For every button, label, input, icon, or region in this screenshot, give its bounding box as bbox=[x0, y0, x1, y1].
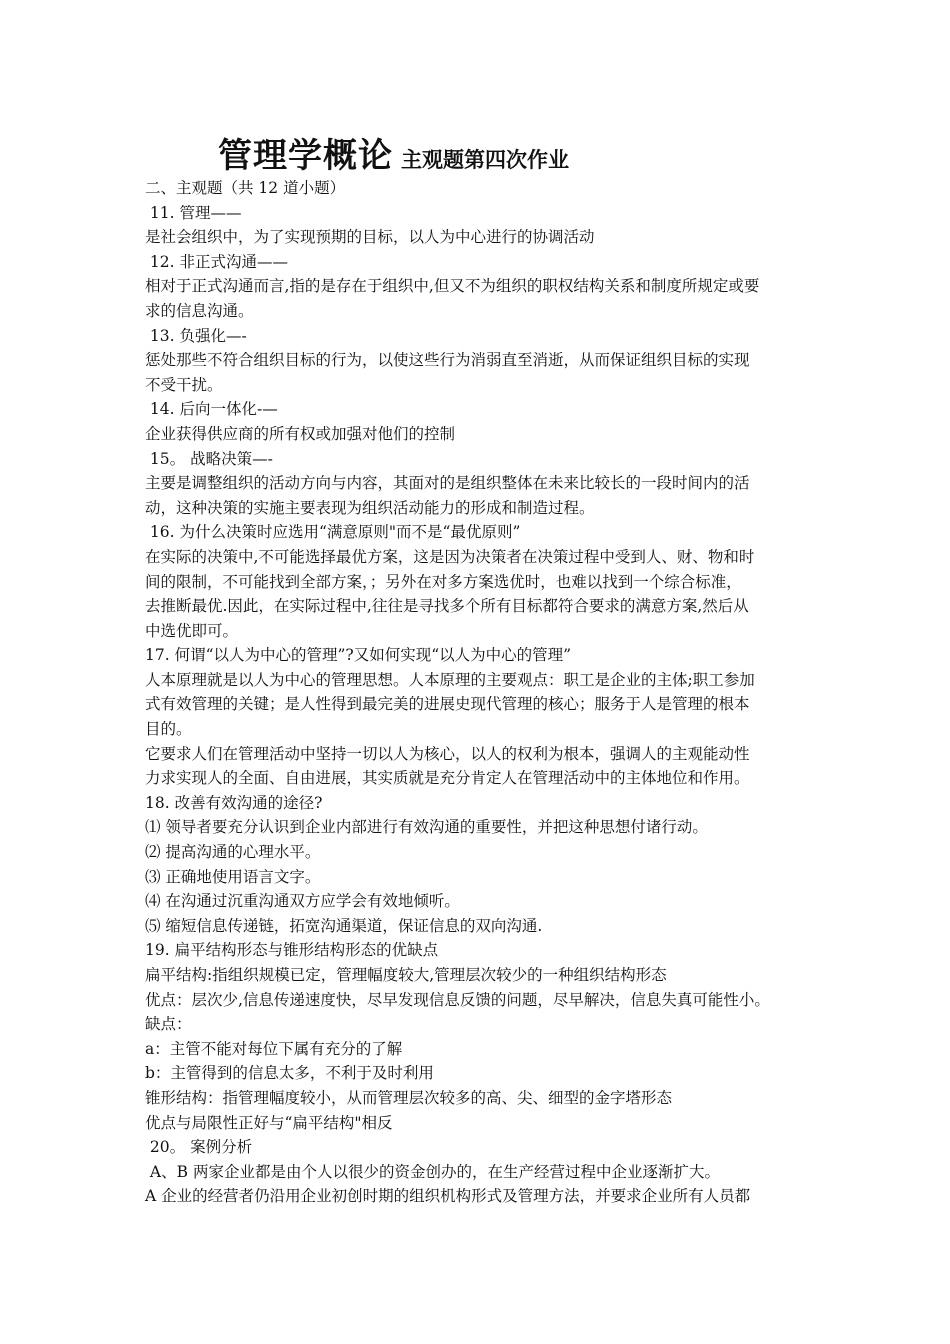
text-line: 17. 何谓“以人为中心的管理”?又如何实现“以人为中心的管理” bbox=[145, 646, 572, 665]
text-line: 动，这种决策的实施主要表现为组织活动能力的形成和制造过程。 bbox=[145, 498, 595, 517]
text-line: 中选优即可。 bbox=[145, 621, 239, 640]
text-line: b：主管得到的信息太多，不利于及时利用 bbox=[145, 1064, 434, 1083]
text-line: 不受干扰。 bbox=[145, 375, 223, 394]
text-line: A 企业的经营者仍沿用企业初创时期的组织机构形式及管理方法，并要求企业所有人员都 bbox=[145, 1187, 751, 1206]
text-line: 求的信息沟通。 bbox=[145, 301, 254, 320]
text-line: 惩处那些不符合组织目标的行为，以使这些行为消弱直至消逝，从而保证组织目标的实现 bbox=[145, 351, 750, 370]
text-line: A、B 两家企业都是由个人以很少的资金创办的，在生产经营过程中企业逐渐扩大。 bbox=[145, 1162, 720, 1181]
text-line: 在实际的决策中,不可能选择最优方案，这是因为决策者在决策过程中受到人、财、物和时 bbox=[145, 547, 755, 566]
text-line: 12. 非正式沟通—— bbox=[145, 252, 289, 271]
text-line: 扁平结构:指组织规模已定，管理幅度较大,管理层次较少的一种组织结构形态 bbox=[145, 966, 667, 984]
text-line: 企业获得供应商的所有权或加强对他们的控制 bbox=[145, 424, 456, 443]
text-line: 优点与局限性正好与“扁平结构"相反 bbox=[145, 1113, 393, 1132]
text-line: a：主管不能对每位下属有充分的了解 bbox=[145, 1039, 403, 1058]
text-line: 间的限制，不可能找到全部方案，；另外在对多方案选优时，也难以找到一个综合标准， bbox=[145, 572, 742, 591]
text-line: 16. 为什么决策时应选用“满意原则"而不是“最优原则” bbox=[145, 523, 521, 542]
text-line: 目的。 bbox=[145, 720, 192, 739]
text-line: 锥形结构：指管理幅度较小，从而管理层次较多的高、尖、细型的金字塔形态 bbox=[145, 1088, 673, 1107]
text-line: 20。 案例分析 bbox=[145, 1138, 253, 1157]
text-line: 力求实现人的全面、自由进展，其实质就是充分肯定人在管理活动中的主体地位和作用。 bbox=[145, 769, 750, 788]
text-line: 是社会组织中，为了实现预期的目标，以人为中心进行的协调活动 bbox=[145, 228, 595, 247]
document-title bbox=[218, 128, 569, 177]
text-line: 13. 负强化—- bbox=[145, 326, 247, 345]
text-line: 二、主观题（共 12 道小题） bbox=[145, 179, 346, 197]
text-line: 14. 后向一体化-— bbox=[145, 400, 278, 419]
document-body bbox=[145, 176, 813, 1209]
text-line: ⑴ 领导者要充分认识到企业内部进行有效沟通的重要性，并把这种思想付诸行动。 bbox=[145, 818, 708, 837]
text-line: 19. 扁平结构形态与锥形结构形态的优缺点 bbox=[145, 941, 439, 960]
text-line: ⑷ 在沟通过沉重沟通双方应学会有效地倾听。 bbox=[145, 892, 460, 911]
title-sub: 主观题第四次作业 bbox=[401, 148, 569, 172]
text-line: 式有效管理的关键；是人性得到最完美的进展史现代管理的核心；服务于人是管理的根本 bbox=[145, 695, 750, 714]
text-line: 去推断最优.因此，在实际过程中,往往是寻找多个所有目标都符合要求的满意方案,然后从 bbox=[145, 597, 749, 616]
text-line: ⑶ 正确地使用语言文字。 bbox=[145, 867, 321, 886]
text-line: 缺点： bbox=[145, 1015, 192, 1034]
text-line: 它要求人们在管理活动中坚持一切以人为核心，以人的权利为根本，强调人的主观能动性 bbox=[145, 744, 750, 763]
text-line: 18. 改善有效沟通的途径? bbox=[145, 793, 323, 812]
text-line: 11. 管理—— bbox=[145, 203, 242, 222]
text-line: ⑵ 提高沟通的心理水平。 bbox=[145, 843, 321, 862]
text-line: 相对于正式沟通而言,指的是存在于组织中,但又不为组织的职权结构关系和制度所规定或要 bbox=[145, 277, 760, 296]
text-line: 主要是调整组织的活动方向与内容，其面对的是组织整体在未来比较长的一段时间内的活 bbox=[145, 474, 750, 493]
text-line: 15。 战略决策—- bbox=[145, 449, 273, 468]
text-line: ⑸ 缩短信息传递链，拓宽沟通渠道，保证信息的双向沟通. bbox=[145, 916, 543, 935]
text-line: 优点：层次少,信息传递速度快，尽早发现信息反馈的问题，尽早解决，信息失真可能性小。 bbox=[145, 990, 770, 1009]
title-main: 管理学概论 bbox=[218, 136, 393, 176]
text-line: 人本原理就是以人为中心的管理思想。人本原理的主要观点：职工是企业的主体;职工参加 bbox=[145, 670, 755, 689]
